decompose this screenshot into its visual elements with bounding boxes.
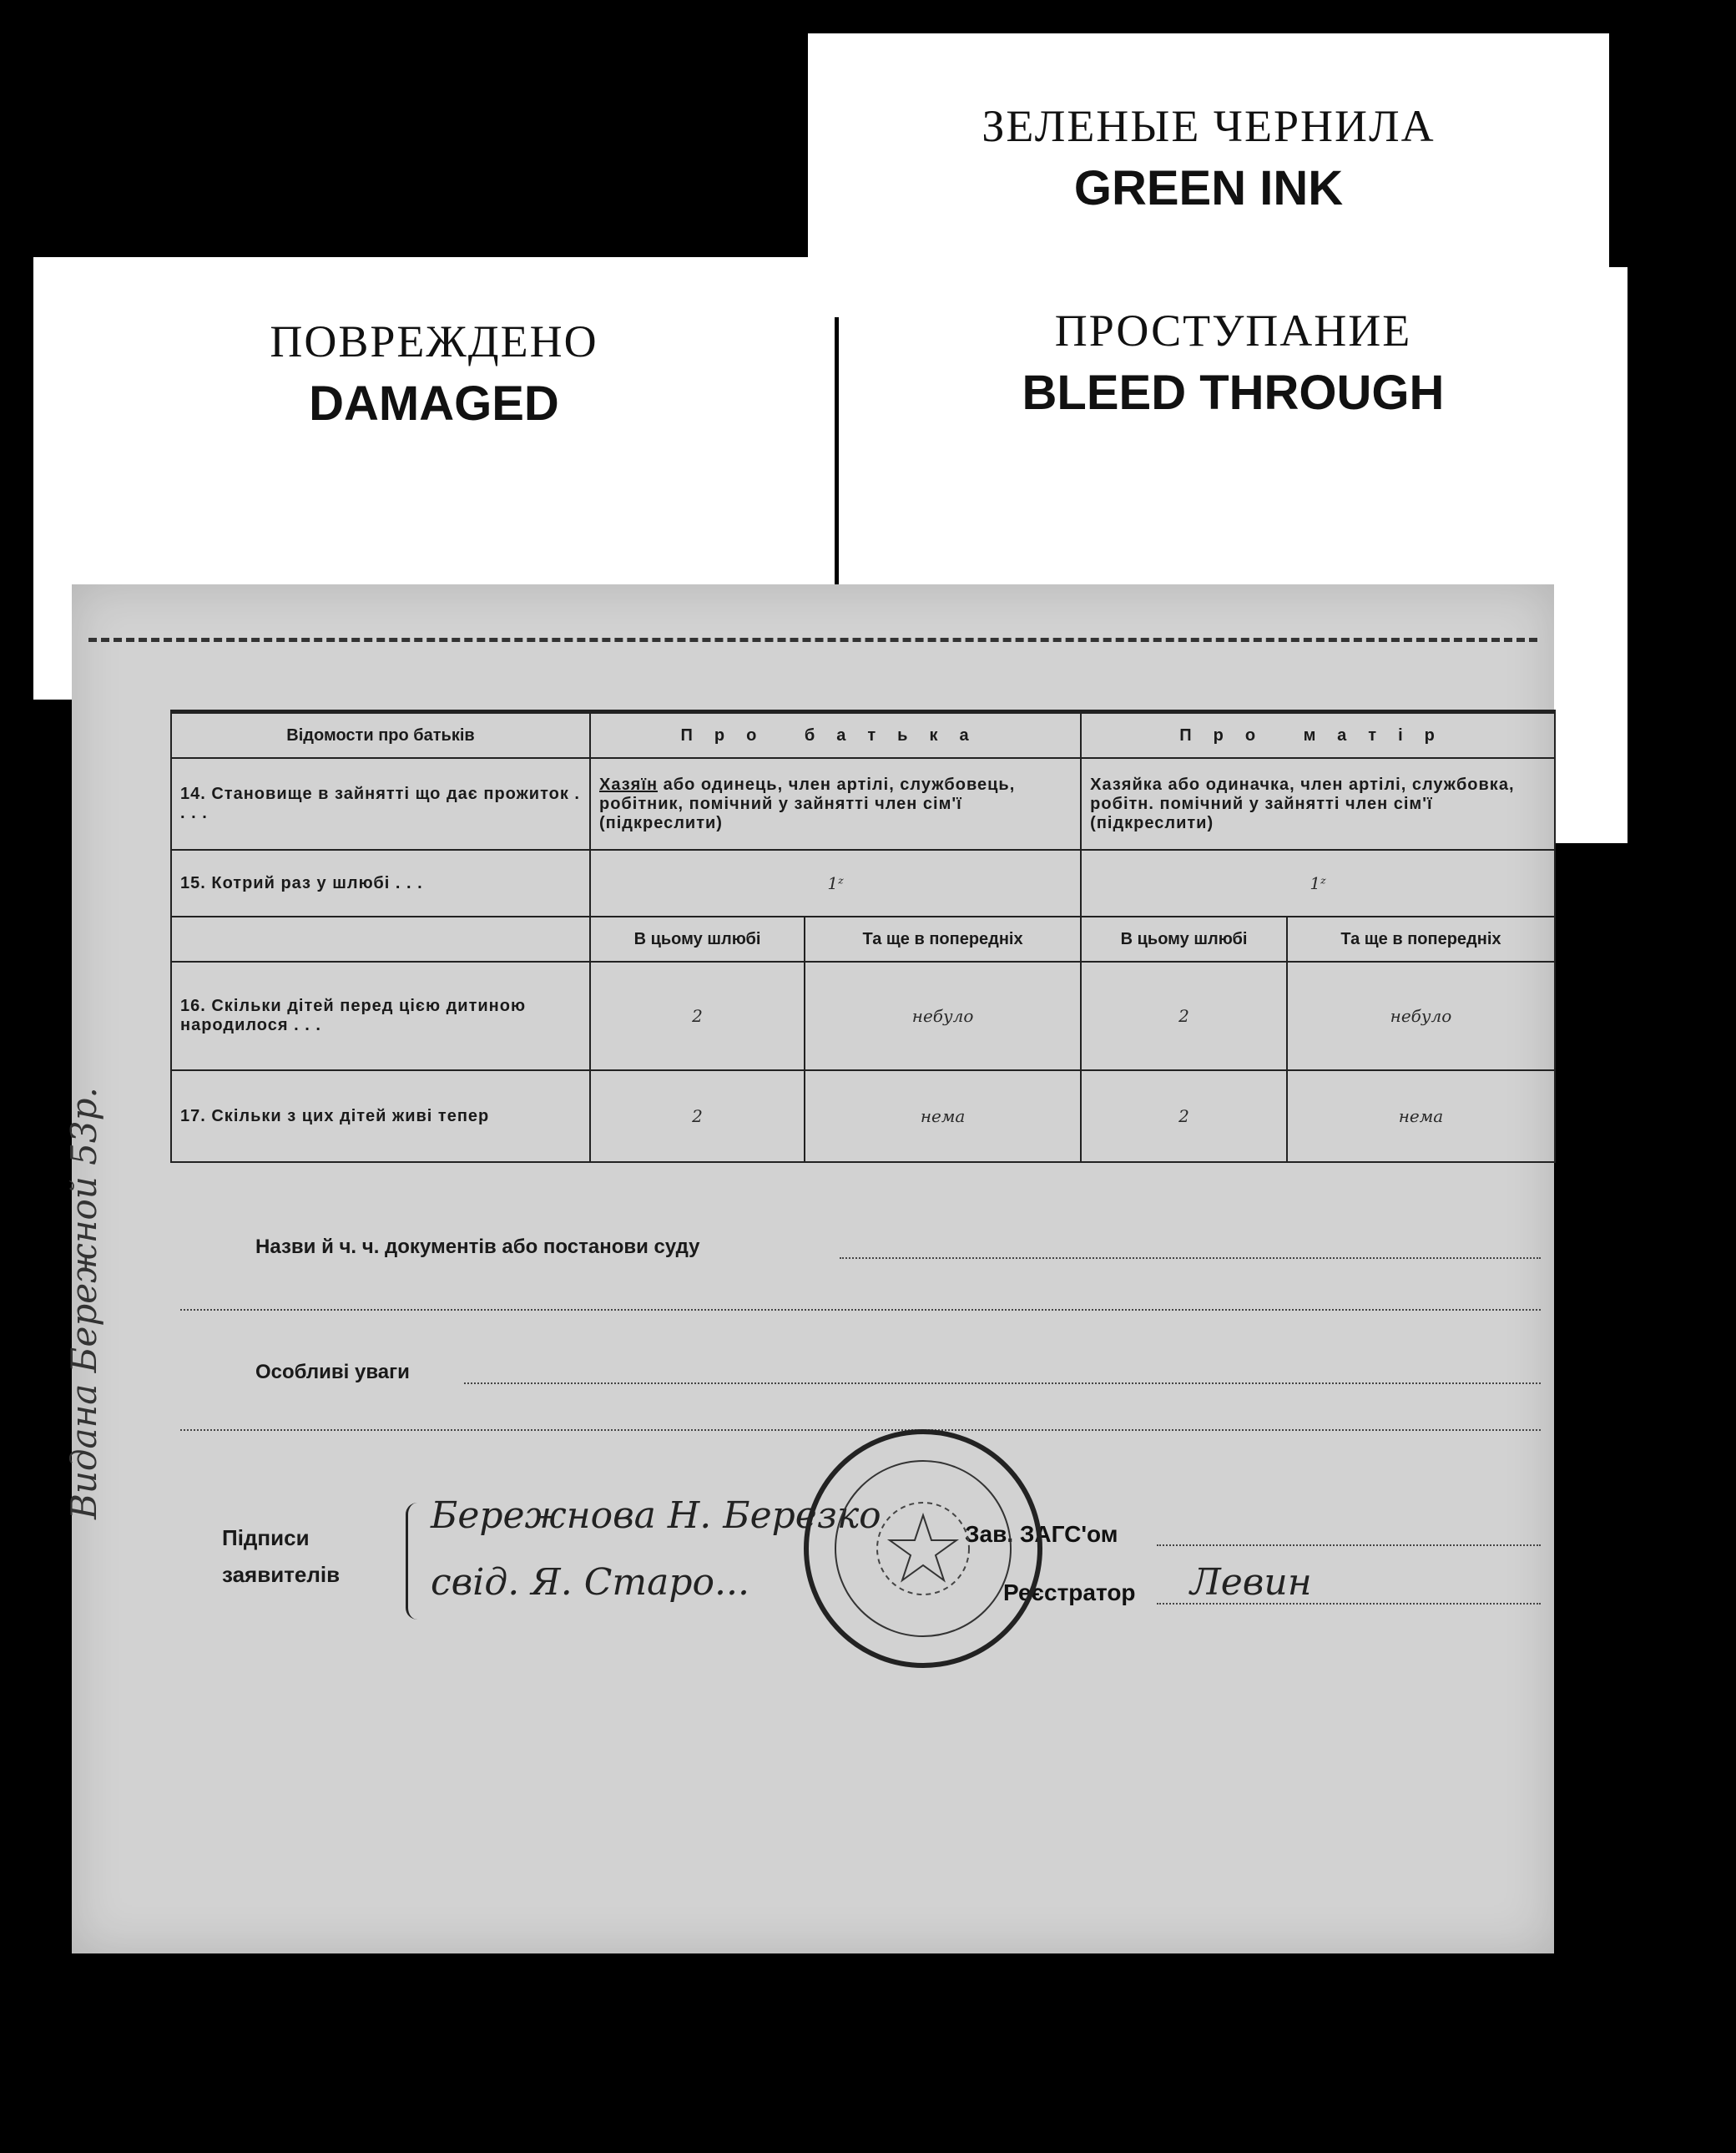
parents-info-table — [170, 710, 1556, 1163]
row14-label: 14. Становище в зайнятті що дає прожиток . . . . — [171, 758, 590, 850]
applicant-signature-1: Бережнова Н. Березко — [431, 1494, 881, 1537]
sub-in-marriage-father: В цьому шлюбі — [590, 917, 805, 962]
card-en-text: DAMAGED — [309, 377, 559, 431]
row17-mother-previous: нема — [1287, 1070, 1555, 1162]
card-en-text: GREEN INK — [1073, 161, 1344, 215]
registry-head-dotted-line — [1157, 1544, 1541, 1546]
subheader-blank — [171, 917, 590, 962]
registry-head-label: Зав. ЗАГС'ом — [965, 1521, 1118, 1547]
row17-father-current: 2 — [590, 1070, 805, 1162]
documents-dotted-line — [840, 1257, 1541, 1259]
sub-previous-father: Та ще в попередніх — [805, 917, 1081, 962]
row16-label: 16. Скільки дітей перед цією дитиною народилося . . . — [171, 962, 590, 1070]
card-ru-text: ПОВРЕЖДЕНО — [270, 316, 598, 366]
archival-form-page — [63, 584, 1554, 1953]
row15-father-value: 1ᶻ — [590, 850, 1081, 917]
card-ru-text: ПРОСТУПАНИЕ — [1054, 306, 1412, 356]
header-father: Про батька — [590, 712, 1081, 759]
sub-in-marriage-mother: В цьому шлюбі — [1081, 917, 1287, 962]
documents-dotted-line-2 — [180, 1309, 1541, 1311]
row17-father-previous: нема — [805, 1070, 1081, 1162]
registrar-signature: Левин — [1190, 1561, 1312, 1604]
sub-previous-mother: Та ще в попередніх — [1287, 917, 1555, 962]
signatures-label — [222, 1519, 340, 1593]
header-parents-info: Відомости про батьків — [171, 712, 590, 759]
signatures-label-line1: Підписи — [222, 1525, 310, 1550]
row15-label: 15. Котрий раз у шлюбі . . . — [171, 850, 590, 917]
row16-father-previous: небуло — [805, 962, 1081, 1070]
row17-label: 17. Скільки з цих дітей живі тепер — [171, 1070, 590, 1162]
official-seal-stamp — [798, 1423, 1048, 1674]
row14-father-underlined: Хазяїн — [599, 775, 659, 794]
row14-father — [590, 758, 1081, 850]
card-ru-text: ЗЕЛЕНЫЕ ЧЕРНИЛА — [982, 101, 1436, 151]
registrar-label: Реєстратор — [1003, 1579, 1136, 1605]
row16-father-current: 2 — [590, 962, 805, 1070]
row15-mother-value: 1ᶻ — [1081, 850, 1555, 917]
applicant-signature-2: свід. Я. Старо... — [431, 1561, 749, 1604]
signatures-brace — [406, 1503, 423, 1620]
row17-mother-current: 2 — [1081, 1070, 1287, 1162]
documents-label: Назви й ч. ч. документів або постанови суду — [255, 1236, 700, 1258]
perforation-line — [88, 638, 1537, 642]
card-en-text: BLEED THROUGH — [1022, 366, 1445, 420]
header-mother: Про матір — [1081, 712, 1555, 759]
row14-mother: Хазяйка або одиначка, член артілі, службовка, робітн. помічний у зайнятті член сім'ї (підкреслити) — [1081, 758, 1555, 850]
notes-dotted-line — [464, 1382, 1541, 1384]
signatures-label-line2: заявителів — [222, 1562, 341, 1587]
row16-mother-previous: небуло — [1287, 962, 1555, 1070]
notes-label: Особливі уваги — [255, 1361, 410, 1383]
margin-handwritten-note: Видана Бережной 53р. — [63, 1087, 104, 1519]
row14-father-text: або одинець, член артілі, службовець, робітник, помічний у зайнятті член сім'ї (підкреслити) — [599, 775, 1016, 832]
row16-mother-current: 2 — [1081, 962, 1287, 1070]
